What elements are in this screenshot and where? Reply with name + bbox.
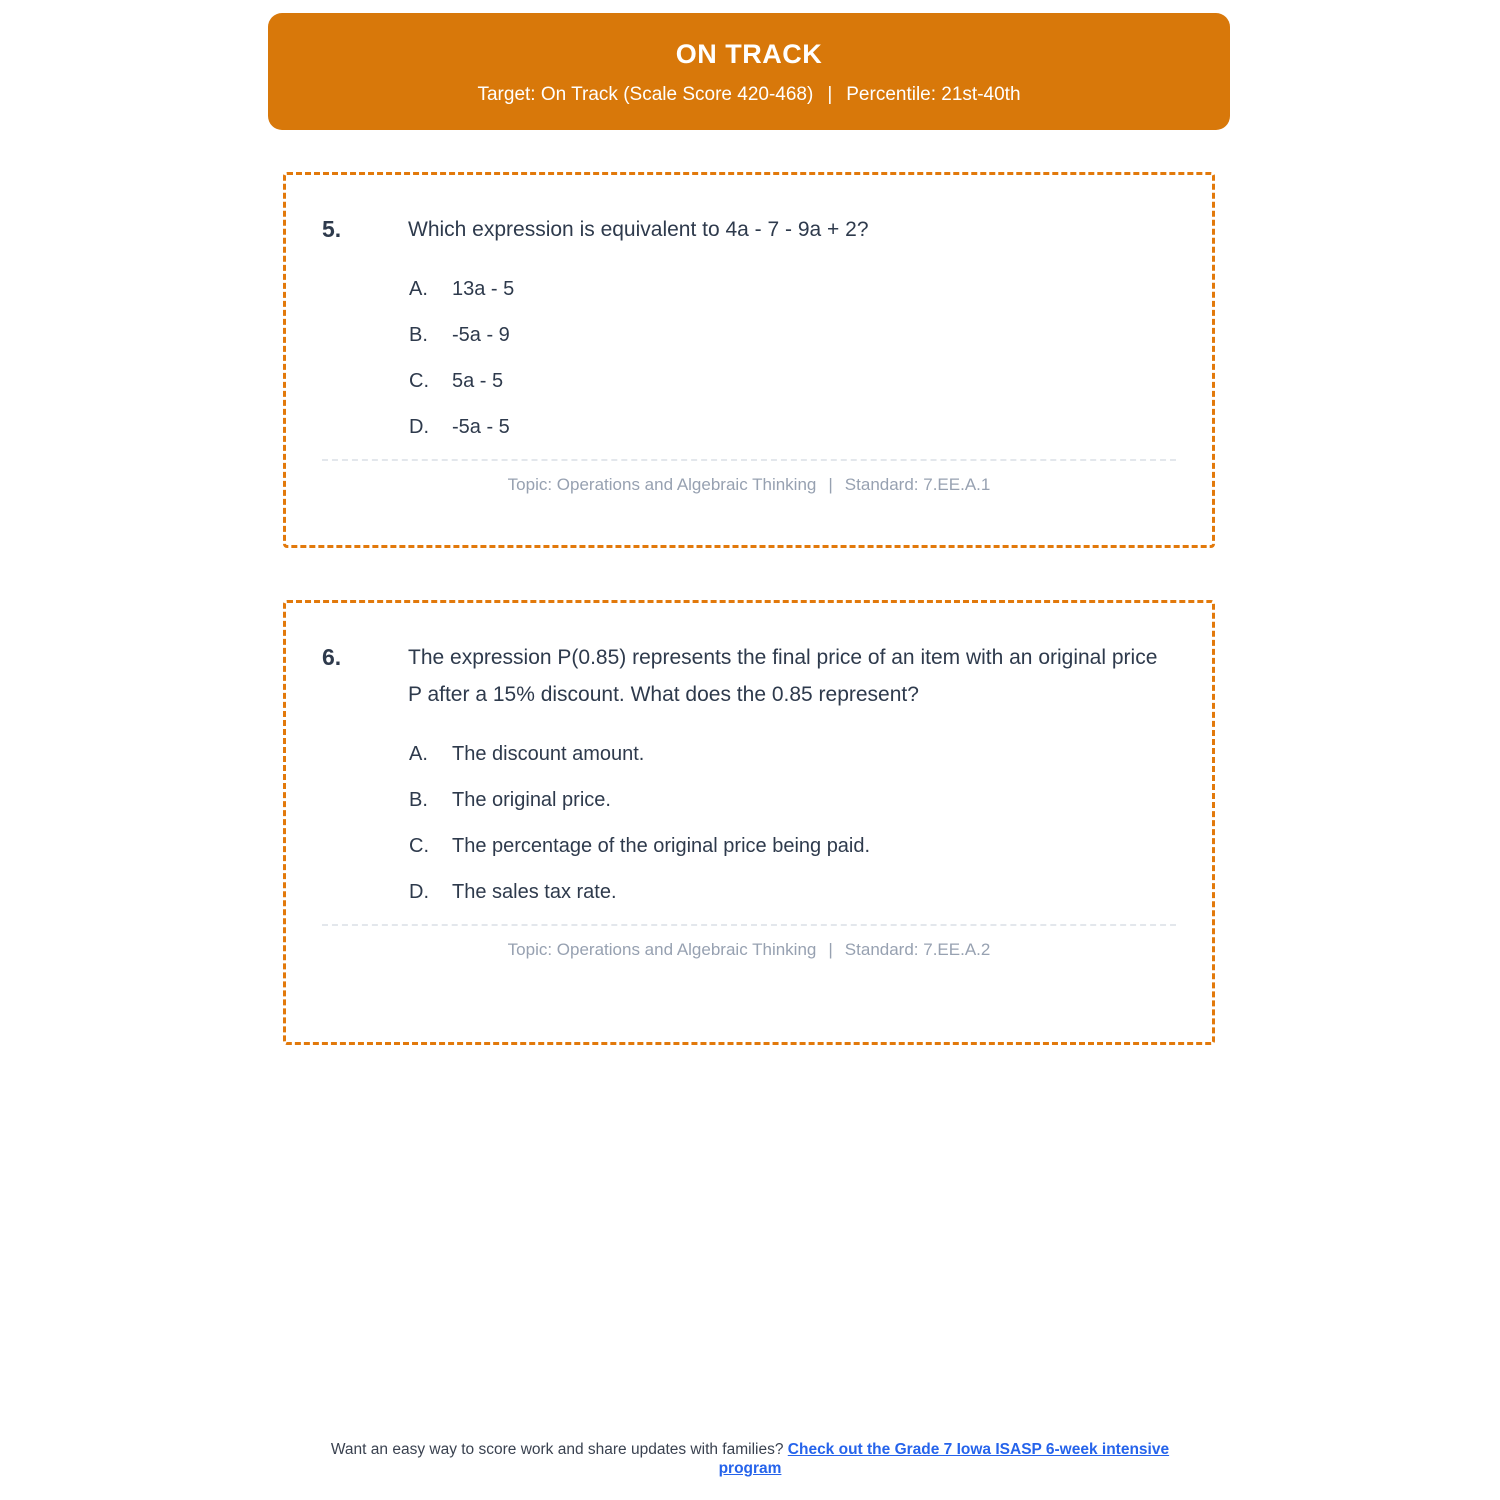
question-number: 5. [322,216,342,242]
option-d [322,878,1176,907]
meta-separator: | [828,475,833,494]
band-title: ON TRACK [675,39,823,69]
topic-label: Topic: Operations and Algebraic Thinking [507,475,817,494]
question-row [322,211,1176,248]
option-letter: D. [409,881,429,903]
option-letter: C. [409,370,429,392]
footer-promo [300,1440,1200,1478]
option-text: The discount amount. [452,743,645,765]
option-a [322,275,1176,304]
option-c [322,367,1176,396]
option-text: 5a - 5 [452,370,504,392]
option-text: -5a - 5 [452,416,510,438]
option-letter: B. [409,324,428,346]
divider [322,459,1176,461]
question-meta [322,475,1176,495]
band-subtitle [268,84,1230,106]
standard-label: Standard: 7.EE.A.1 [844,475,991,494]
program-link[interactable]: Check out the Grade 7 Iowa ISASP 6-week intensive program [718,1441,1170,1477]
option-b [322,321,1176,350]
topic-label: Topic: Operations and Algebraic Thinking [507,940,817,959]
question-text: The expression P(0.85) represents the final price of an item with an original price P after a 15% discount. What does the 0.85 represent? [408,646,1158,706]
subtitle-separator: | [827,84,833,105]
meta-separator: | [828,940,833,959]
option-letter: D. [409,416,429,438]
standard-label: Standard: 7.EE.A.2 [844,940,991,959]
question-row [322,639,1176,713]
band-percentile: Percentile: 21st-40th [846,84,1021,105]
question-card-6 [283,600,1215,1045]
option-text: The percentage of the original price being paid. [452,835,871,857]
option-text: The original price. [452,789,611,811]
option-text: 13a - 5 [452,278,515,300]
option-b [322,786,1176,815]
option-letter: C. [409,835,429,857]
option-d [322,413,1176,442]
question-meta [322,940,1176,960]
option-c [322,832,1176,861]
options-list [322,740,1176,907]
question-card-5 [283,172,1215,548]
option-letter: A. [409,743,428,765]
footer-text: Want an easy way to score work and share updates with families? [330,1441,788,1458]
band-target: Target: On Track (Scale Score 420-468) [477,84,814,105]
option-text: The sales tax rate. [452,881,617,903]
divider [322,924,1176,926]
option-letter: B. [409,789,428,811]
question-number: 6. [322,644,342,670]
score-band-banner [268,13,1230,130]
option-a [322,740,1176,769]
option-text: -5a - 9 [452,324,510,346]
option-letter: A. [409,278,428,300]
question-text: Which expression is equivalent to 4a - 7 - 9a + 2? [408,218,869,241]
options-list [322,275,1176,442]
